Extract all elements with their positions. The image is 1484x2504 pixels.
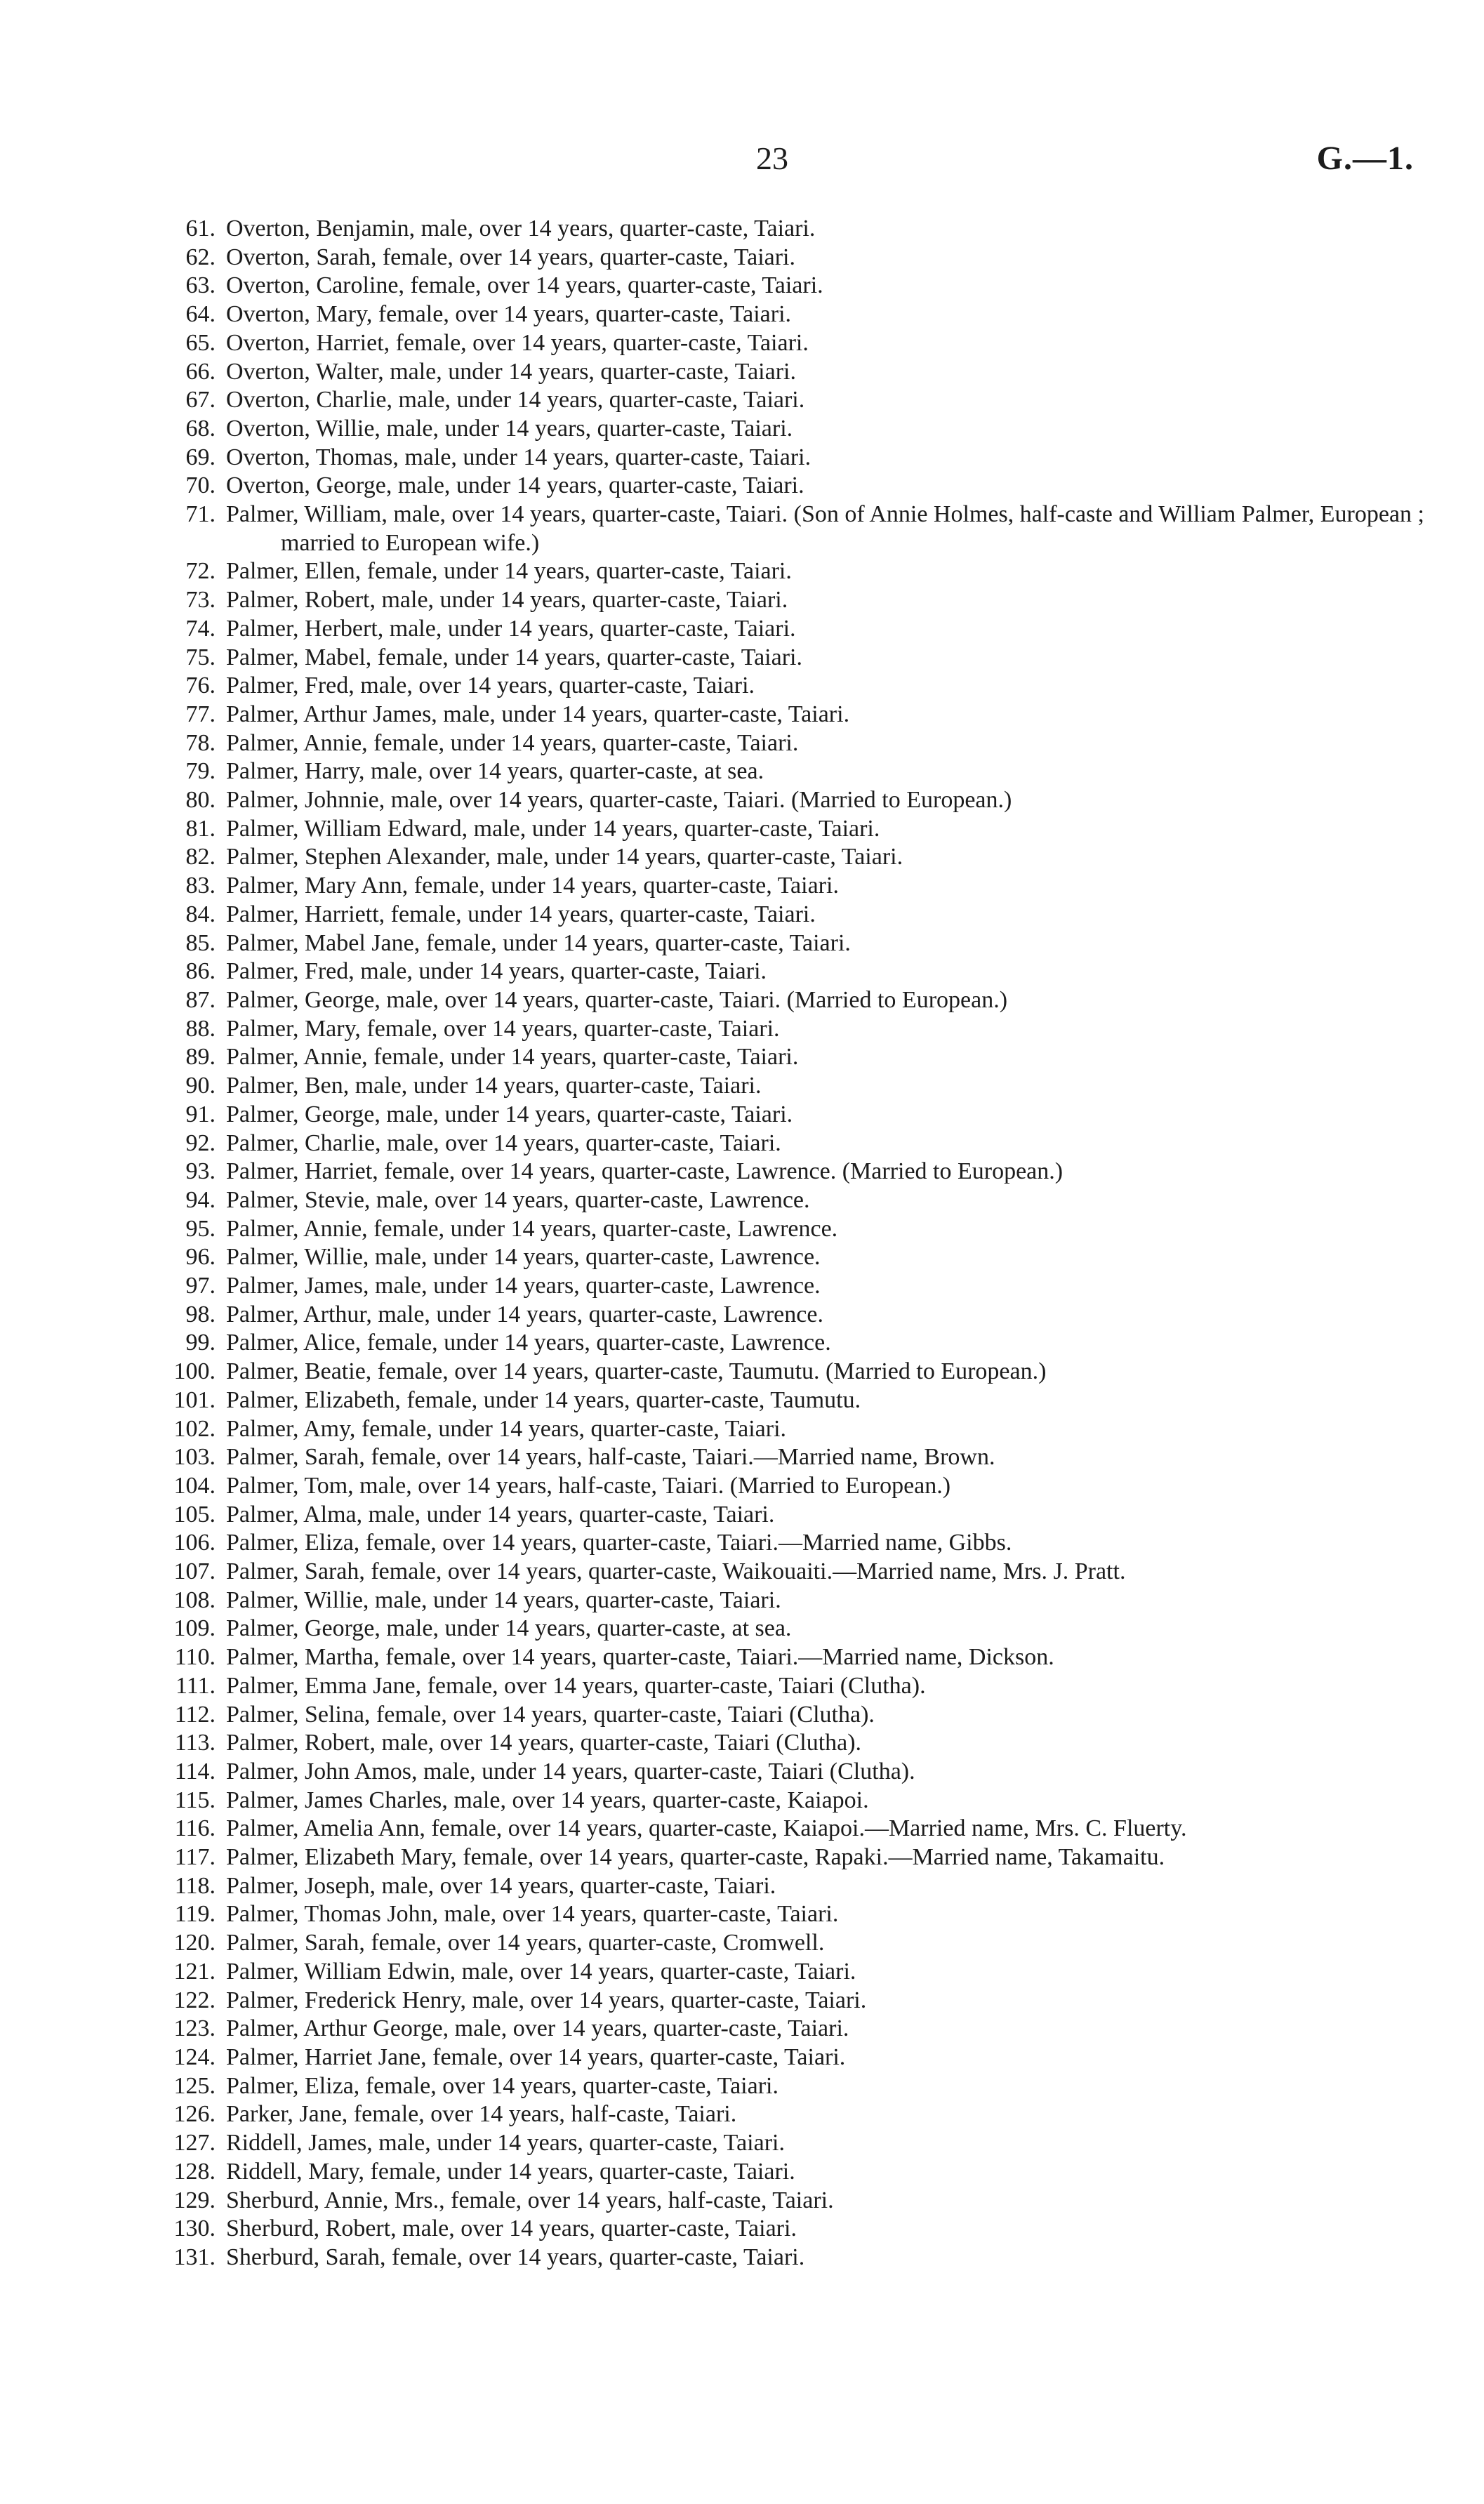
entry-text: Overton, Willie, male, under 14 years, quarter-caste, Taiari. [226,415,793,442]
entry-number: 93. [185,1158,216,1185]
entry-text: Palmer, William, male, over 14 years, quarter-caste, Taiari. (Son of Annie Holmes, half-caste and William Palmer, European ; married to European wife.) [226,501,1425,556]
entry-number: 77. [185,701,216,727]
list-item [0,986,1484,1015]
list-item [0,2129,1484,2158]
entry-number: 75. [185,644,216,670]
entry-text: Palmer, Harry, male, over 14 years, quarter-caste, at sea. [226,758,764,785]
entry-text: Palmer, Beatie, female, over 14 years, quarter-caste, Taumutu. (Married to European.) [226,1358,1047,1385]
entry-text: Palmer, Alice, female, under 14 years, quarter-caste, Lawrence. [226,1330,831,1356]
entry-text: Palmer, Robert, male, under 14 years, quarter-caste, Taiari. [226,587,788,614]
entry-text: Palmer, Harriet, female, over 14 years, quarter-caste, Lawrence. (Married to European.) [226,1158,1064,1185]
entry-text: Riddell, James, male, under 14 years, quarter-caste, Taiari. [226,2130,785,2157]
list-item [0,586,1484,615]
list-item [0,1815,1484,1843]
list-item [0,1329,1484,1358]
entry-number: 127. [173,2130,216,2157]
list-item [0,1415,1484,1444]
entry-text: Palmer, William Edwin, male, over 14 years, quarter-caste, Taiari. [226,1958,856,1985]
entry-text: Palmer, George, male, over 14 years, quarter-caste, Taiari. (Married to European.) [226,986,1008,1013]
entry-text: Palmer, James, male, under 14 years, quarter-caste, Lawrence. [226,1273,821,1299]
entry-number: 65. [185,329,216,356]
list-item [0,1929,1484,1958]
entry-number: 111. [175,1672,216,1699]
list-item [0,1558,1484,1586]
list-item [0,244,1484,272]
list-item [0,1443,1484,1472]
list-item [0,757,1484,786]
entry-text: Palmer, Arthur James, male, under 14 years, quarter-caste, Taiari. [226,701,850,727]
entry-text: Palmer, Eliza, female, over 14 years, quarter-caste, Taiari.—Married name, Gibbs. [226,1530,1012,1556]
list-item [0,2187,1484,2215]
entry-number: 90. [185,1073,216,1099]
list-item [0,929,1484,958]
entry-text: Palmer, Ellen, female, under 14 years, quarter-caste, Taiari. [226,558,792,585]
entry-text: Palmer, Sarah, female, over 14 years, quarter-caste, Cromwell. [226,1930,825,1956]
entry-text: Overton, Charlie, male, under 14 years, quarter-caste, Taiari. [226,387,805,413]
entry-number: 72. [185,558,216,585]
entry-text: Sherburd, Robert, male, over 14 years, quarter-caste, Taiari. [226,2215,797,2242]
entry-number: 94. [185,1186,216,1213]
entry-number: 89. [185,1044,216,1071]
entry-number: 121. [173,1958,216,1985]
entry-number: 80. [185,787,216,814]
entry-number: 109. [173,1615,216,1642]
entry-number: 64. [185,301,216,328]
entry-number: 99. [185,1330,216,1356]
entry-text: Palmer, Emma Jane, female, over 14 years, quarter-caste, Taiari (Clutha). [226,1672,926,1699]
entry-number: 95. [185,1215,216,1242]
entry-number: 84. [185,901,216,927]
list-item [0,1386,1484,1415]
entry-number: 66. [185,358,216,385]
entry-text: Riddell, Mary, female, under 14 years, quarter-caste, Taiari. [226,2158,795,2185]
entry-text: Palmer, Fred, male, under 14 years, quarter-caste, Taiari. [226,958,767,985]
entry-text: Palmer, Sarah, female, over 14 years, quarter-caste, Waikouaiti.—Married name, Mrs. J. Pratt. [226,1558,1126,1585]
list-item [0,415,1484,444]
entry-number: 124. [173,2044,216,2070]
entry-text: Palmer, Herbert, male, under 14 years, quarter-caste, Taiari. [226,615,796,642]
entry-number: 126. [173,2101,216,2128]
list-item [0,1472,1484,1501]
entry-number: 74. [185,615,216,642]
entry-number: 68. [185,415,216,442]
entry-text: Palmer, Mary Ann, female, under 14 years, quarter-caste, Taiari. [226,873,839,899]
entry-number: 67. [185,387,216,413]
entry-text: Palmer, Annie, female, under 14 years, quarter-caste, Taiari. [226,729,799,756]
entry-text: Palmer, Elizabeth, female, under 14 years, quarter-caste, Taumutu. [226,1386,861,1413]
entry-text: Palmer, John Amos, male, under 14 years, quarter-caste, Taiari (Clutha). [226,1758,915,1784]
entry-number: 70. [185,472,216,499]
list-item [0,2100,1484,2129]
entry-text: Palmer, Thomas John, male, over 14 years, quarter-caste, Taiari. [226,1901,839,1928]
entry-text: Palmer, George, male, under 14 years, quarter-caste, at sea. [226,1615,792,1642]
list-item [0,1615,1484,1643]
entry-number: 104. [173,1472,216,1499]
entry-text: Overton, Sarah, female, over 14 years, quarter-caste, Taiari. [226,244,796,270]
entry-list [0,215,1484,2272]
entry-number: 92. [185,1130,216,1156]
entry-text: Palmer, Frederick Henry, male, over 14 years, quarter-caste, Taiari. [226,1987,867,2013]
list-item [0,2158,1484,2187]
list-item [0,672,1484,701]
entry-text: Palmer, Eliza, female, over 14 years, quarter-caste, Taiari. [226,2072,779,2099]
document-code: G.—1. [1316,140,1414,177]
entry-text: Palmer, James Charles, male, over 14 years, quarter-caste, Kaiapoi. [226,1787,869,1813]
entry-number: 82. [185,844,216,870]
entry-text: Overton, Benjamin, male, over 14 years, quarter-caste, Taiari. [226,216,816,241]
entry-number: 123. [173,2015,216,2042]
entry-text: Palmer, Joseph, male, over 14 years, quarter-caste, Taiari. [226,1872,776,1899]
entry-text: Palmer, George, male, under 14 years, quarter-caste, Taiari. [226,1101,793,1127]
entry-text: Overton, Mary, female, over 14 years, quarter-caste, Taiari. [226,301,792,328]
list-item [0,1043,1484,1072]
entry-text: Palmer, Mary, female, over 14 years, quarter-caste, Taiari. [226,1015,780,1042]
entry-text: Palmer, Johnnie, male, over 14 years, quarter-caste, Taiari. (Married to European.) [226,787,1012,814]
entry-number: 108. [173,1586,216,1613]
list-item [0,272,1484,300]
entry-text: Palmer, Ben, male, under 14 years, quarter-caste, Taiari. [226,1073,762,1099]
entry-text: Palmer, Mabel Jane, female, under 14 years, quarter-caste, Taiari. [226,929,851,956]
entry-text: Sherburd, Sarah, female, over 14 years, quarter-caste, Taiari. [226,2244,805,2270]
list-item [0,1272,1484,1301]
list-item [0,2072,1484,2101]
list-item [0,1872,1484,1901]
entry-text: Palmer, Annie, female, under 14 years, quarter-caste, Taiari. [226,1044,799,1071]
entry-number: 114. [174,1758,216,1784]
list-item [0,1072,1484,1101]
entry-number: 113. [174,1730,216,1756]
list-item [0,1101,1484,1130]
list-item [0,729,1484,758]
list-item [0,1843,1484,1872]
list-item [0,1787,1484,1815]
entry-text: Palmer, Tom, male, over 14 years, half-caste, Taiari. (Married to European.) [226,1472,951,1499]
entry-text: Palmer, Willie, male, under 14 years, quarter-caste, Taiari. [226,1586,781,1613]
entry-text: Overton, Thomas, male, under 14 years, quarter-caste, Taiari. [226,444,811,470]
entry-number: 122. [173,1987,216,2013]
list-item [0,615,1484,644]
entry-number: 110. [174,1644,216,1671]
entry-text: Overton, Walter, male, under 14 years, quarter-caste, Taiari. [226,358,796,385]
list-item [0,1586,1484,1615]
list-item [0,901,1484,929]
list-item [0,2215,1484,2244]
list-item [0,2043,1484,2072]
page-number: 23 [756,140,788,176]
entry-number: 128. [173,2158,216,2185]
entry-text: Palmer, Arthur George, male, over 14 years, quarter-caste, Taiari. [226,2015,849,2042]
entry-text: Palmer, Alma, male, under 14 years, quarter-caste, Taiari. [226,1501,775,1528]
entry-number: 63. [185,272,216,299]
entry-number: 117. [174,1844,216,1871]
list-item [0,472,1484,501]
entry-text: Palmer, Selina, female, over 14 years, quarter-caste, Taiari (Clutha). [226,1701,875,1728]
entry-text: Palmer, Annie, female, under 14 years, quarter-caste, Lawrence. [226,1215,838,1242]
entry-number: 112. [174,1701,216,1728]
entry-number: 91. [185,1101,216,1127]
entry-number: 62. [185,244,216,270]
list-item [0,444,1484,472]
list-item [0,1015,1484,1044]
list-item [0,1243,1484,1272]
entry-text: Palmer, Stephen Alexander, male, under 14 years, quarter-caste, Taiari. [226,844,903,870]
entry-number: 107. [173,1558,216,1585]
entry-number: 96. [185,1244,216,1271]
entry-number: 125. [173,2072,216,2099]
list-item [0,215,1484,244]
entry-number: 73. [185,587,216,614]
list-item [0,872,1484,901]
list-item [0,843,1484,872]
list-item [0,386,1484,415]
list-item [0,1301,1484,1330]
entry-number: 119. [174,1901,216,1928]
entry-number: 129. [173,2187,216,2213]
list-item [0,786,1484,815]
entry-text: Parker, Jane, female, over 14 years, half-caste, Taiari. [226,2101,737,2128]
entry-number: 79. [185,758,216,785]
entry-text: Palmer, Harriett, female, under 14 years, quarter-caste, Taiari. [226,901,816,927]
entry-number: 71. [185,501,216,528]
entry-number: 118. [174,1872,216,1899]
list-item [0,358,1484,387]
entry-number: 103. [173,1444,216,1471]
list-item [0,1758,1484,1787]
entry-number: 86. [185,958,216,985]
list-item [0,1158,1484,1186]
entry-number: 101. [173,1386,216,1413]
list-item [0,329,1484,358]
list-item [0,815,1484,844]
list-item [0,2015,1484,2043]
list-item [0,644,1484,673]
entry-number: 98. [185,1301,216,1327]
list-item [0,1501,1484,1530]
entry-text: Palmer, Amy, female, under 14 years, quarter-caste, Taiari. [226,1415,787,1442]
entry-number: 102. [173,1415,216,1442]
list-item [0,557,1484,586]
list-item [0,1987,1484,2015]
entry-text: Palmer, Stevie, male, over 14 years, quarter-caste, Lawrence. [226,1186,810,1213]
entry-number: 131. [173,2244,216,2270]
entry-number: 69. [185,444,216,470]
entry-number: 106. [173,1530,216,1556]
entry-text: Palmer, Mabel, female, under 14 years, quarter-caste, Taiari. [226,644,802,670]
entry-number: 120. [173,1930,216,1956]
list-item [0,1186,1484,1215]
entry-text: Palmer, Amelia Ann, female, over 14 years, quarter-caste, Kaiapoi.—Married name, Mrs. C. Fluerty. [226,1815,1187,1842]
list-item [0,501,1484,557]
list-item [0,1672,1484,1701]
entry-text: Palmer, Charlie, male, over 14 years, quarter-caste, Taiari. [226,1130,781,1156]
entry-text: Palmer, Harriet Jane, female, over 14 years, quarter-caste, Taiari. [226,2044,846,2070]
entry-text: Overton, Caroline, female, over 14 years, quarter-caste, Taiari. [226,272,823,299]
entry-number: 78. [185,729,216,756]
entry-text: Palmer, Robert, male, over 14 years, quarter-caste, Taiari (Clutha). [226,1730,862,1756]
entry-number: 83. [185,873,216,899]
list-item [0,958,1484,986]
list-item [0,1900,1484,1929]
entry-number: 61. [185,216,216,241]
entry-text: Palmer, Elizabeth Mary, female, over 14 years, quarter-caste, Rapaki.—Married name, Takamaitu. [226,1844,1165,1871]
entry-number: 116. [174,1815,216,1842]
list-item [0,300,1484,329]
entry-text: Palmer, Arthur, male, under 14 years, quarter-caste, Lawrence. [226,1301,823,1327]
entry-number: 115. [174,1787,216,1813]
entry-text: Palmer, Fred, male, over 14 years, quarter-caste, Taiari. [226,673,755,699]
entry-number: 87. [185,986,216,1013]
list-item [0,1701,1484,1730]
entry-number: 88. [185,1015,216,1042]
entry-text: Overton, George, male, under 14 years, quarter-caste, Taiari. [226,472,804,499]
entry-text: Overton, Harriet, female, over 14 years, quarter-caste, Taiari. [226,329,809,356]
list-item [0,1529,1484,1558]
list-item [0,1215,1484,1244]
list-item [0,1358,1484,1386]
entry-number: 100. [173,1358,216,1385]
list-item [0,1643,1484,1672]
entry-text: Palmer, Martha, female, over 14 years, quarter-caste, Taiari.—Married name, Dickson. [226,1644,1054,1671]
entry-number: 130. [173,2215,216,2242]
entry-number: 97. [185,1273,216,1299]
entry-number: 81. [185,815,216,842]
entry-text: Palmer, Sarah, female, over 14 years, half-caste, Taiari.—Married name, Brown. [226,1444,995,1471]
entry-number: 76. [185,673,216,699]
entry-text: Sherburd, Annie, Mrs., female, over 14 years, half-caste, Taiari. [226,2187,834,2213]
list-item [0,1130,1484,1158]
entry-number: 105. [173,1501,216,1528]
entry-number: 85. [185,929,216,956]
entry-text: Palmer, Willie, male, under 14 years, quarter-caste, Lawrence. [226,1244,821,1271]
list-item [0,2244,1484,2272]
list-item [0,701,1484,729]
list-item [0,1729,1484,1758]
entry-text: Palmer, William Edward, male, under 14 years, quarter-caste, Taiari. [226,815,880,842]
list-item [0,1958,1484,1987]
